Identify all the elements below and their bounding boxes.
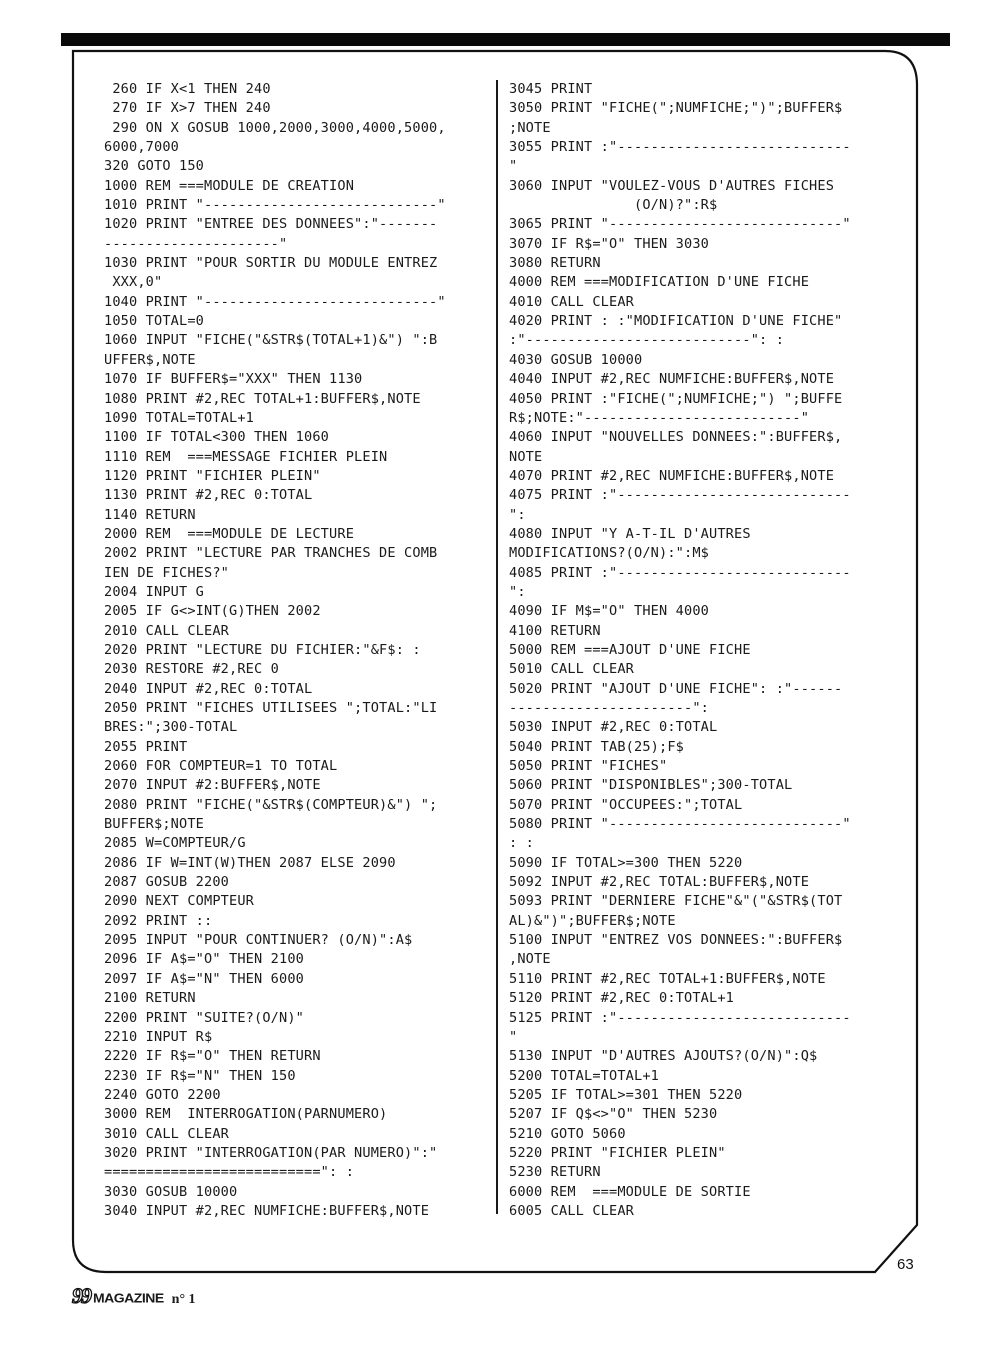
code-line: 2004 INPUT G bbox=[104, 583, 205, 600]
code-line: 1130 PRINT #2,REC 0:TOTAL bbox=[104, 487, 313, 504]
code-line: 2000 REM ===MODULE DE LECTURE bbox=[104, 525, 355, 542]
code-line: 3030 GOSUB 10000 bbox=[104, 1183, 238, 1200]
code-line: : : bbox=[509, 835, 535, 852]
code-line: 3020 PRINT "INTERROGATION(PAR NUMERO)":" bbox=[104, 1144, 438, 1161]
code-line: 3040 INPUT #2,REC NUMFICHE:BUFFER$,NOTE bbox=[104, 1202, 430, 1219]
page-number: 63 bbox=[897, 1256, 914, 1273]
column-divider bbox=[496, 80, 498, 1214]
code-line: 5030 INPUT #2,REC 0:TOTAL bbox=[509, 719, 718, 736]
code-line: IEN DE FICHES?" bbox=[104, 564, 230, 581]
code-line: NOTE bbox=[509, 448, 543, 465]
code-line: 1050 TOTAL=0 bbox=[104, 313, 205, 330]
code-line: BUFFER$;NOTE bbox=[104, 816, 205, 833]
code-line: 4080 INPUT "Y A-T-IL D'AUTRES bbox=[509, 525, 751, 542]
code-line: 1020 PRINT "ENTREE DES DONNEES":"------- bbox=[104, 216, 438, 233]
code-line: 3000 REM INTERROGATION(PARNUMERO) bbox=[104, 1106, 388, 1123]
code-line: 3080 RETURN bbox=[509, 255, 601, 272]
code-line: ----------------------": bbox=[509, 700, 710, 716]
code-line: 4070 PRINT #2,REC NUMFICHE:BUFFER$,NOTE bbox=[509, 467, 835, 484]
code-line: 4085 PRINT :"---------------------------- bbox=[509, 564, 851, 581]
code-line: 5100 INPUT "ENTREZ VOS DONNEES:":BUFFER$ bbox=[509, 932, 843, 949]
code-line: 1090 TOTAL=TOTAL+1 bbox=[104, 409, 255, 426]
code-line: 2002 PRINT "LECTURE PAR TRANCHES DE COMB bbox=[104, 545, 438, 562]
code-line: 2097 IF A$="N" THEN 6000 bbox=[104, 970, 305, 987]
code-line: 2086 IF W=INT(W)THEN 2087 ELSE 2090 bbox=[104, 854, 396, 871]
logo-digits: 99 bbox=[72, 1283, 90, 1308]
code-line: 4090 IF M$="O" THEN 4000 bbox=[509, 603, 710, 620]
code-line: 3070 IF R$="O" THEN 3030 bbox=[509, 235, 710, 252]
code-line: 5220 PRINT "FICHIER PLEIN" bbox=[509, 1144, 726, 1161]
code-line: 3055 PRINT :"---------------------------- bbox=[509, 139, 851, 156]
code-column-right bbox=[509, 80, 904, 1221]
code-line: 6005 CALL CLEAR bbox=[509, 1202, 635, 1219]
code-line: 1080 PRINT #2,REC TOTAL+1:BUFFER$,NOTE bbox=[104, 390, 421, 407]
code-line: 5060 PRINT "DISPONIBLES";300-TOTAL bbox=[509, 777, 793, 794]
code-line: 2080 PRINT "FICHE("&STR$(COMPTEUR)&") "; bbox=[104, 796, 438, 813]
code-line: 2200 PRINT "SUITE?(O/N)" bbox=[104, 1009, 305, 1026]
code-line: 4060 INPUT "NOUVELLES DONNEES:":BUFFER$, bbox=[509, 429, 843, 446]
logo-text: MAGAZINE bbox=[93, 1290, 164, 1306]
code-line: 2040 INPUT #2,REC 0:TOTAL bbox=[104, 680, 313, 697]
code-line: MODIFICATIONS?(O/N):":M$ bbox=[509, 545, 710, 562]
code-line: 5110 PRINT #2,REC TOTAL+1:BUFFER$,NOTE bbox=[509, 970, 826, 987]
code-line: 5000 REM ===AJOUT D'UNE FICHE bbox=[509, 641, 751, 658]
code-line: 4040 INPUT #2,REC NUMFICHE:BUFFER$,NOTE bbox=[509, 371, 835, 388]
code-line: 3050 PRINT "FICHE(";NUMFICHE;")";BUFFER$ bbox=[509, 100, 843, 117]
code-line: 5020 PRINT "AJOUT D'UNE FICHE": :"------ bbox=[509, 680, 843, 697]
code-line: 4030 GOSUB 10000 bbox=[509, 351, 643, 368]
code-line: 5200 TOTAL=TOTAL+1 bbox=[509, 1067, 660, 1084]
code-line: 5205 IF TOTAL>=301 THEN 5220 bbox=[509, 1086, 743, 1103]
code-line: 5230 RETURN bbox=[509, 1164, 601, 1181]
code-line: 2060 FOR COMPTEUR=1 TO TOTAL bbox=[104, 758, 338, 775]
code-line: 2055 PRINT bbox=[104, 738, 188, 755]
code-line: 2090 NEXT COMPTEUR bbox=[104, 893, 255, 910]
code-line: 2095 INPUT "POUR CONTINUER? (O/N)":A$ bbox=[104, 932, 413, 949]
code-line: 5010 CALL CLEAR bbox=[509, 661, 635, 678]
code-line: 2240 GOTO 2200 bbox=[104, 1086, 221, 1103]
code-line: ;NOTE bbox=[509, 119, 551, 136]
code-line: 5207 IF Q$<>"O" THEN 5230 bbox=[509, 1106, 718, 1123]
code-line: 5120 PRINT #2,REC 0:TOTAL+1 bbox=[509, 990, 735, 1007]
code-line: 2092 PRINT :: bbox=[104, 912, 213, 929]
code-line: 3045 PRINT bbox=[509, 81, 593, 97]
code-line: BRES:";300-TOTAL bbox=[104, 719, 238, 736]
code-line: 1010 PRINT "----------------------------" bbox=[104, 197, 446, 214]
code-line: " bbox=[509, 1028, 518, 1045]
code-line: 260 IF X<1 THEN 240 bbox=[104, 81, 271, 97]
code-line: 5125 PRINT :"---------------------------- bbox=[509, 1009, 851, 1026]
code-line: (O/N)?":R$ bbox=[509, 197, 718, 214]
code-line: 1060 INPUT "FICHE("&STR$(TOTAL+1)&") ":B bbox=[104, 332, 438, 349]
code-line: 4100 RETURN bbox=[509, 622, 601, 639]
code-line: 6000 REM ===MODULE DE SORTIE bbox=[509, 1183, 751, 1200]
code-line: 2070 INPUT #2:BUFFER$,NOTE bbox=[104, 777, 321, 794]
code-line: ,NOTE bbox=[509, 951, 551, 968]
code-line: 2096 IF A$="O" THEN 2100 bbox=[104, 951, 305, 968]
code-line: 320 GOTO 150 bbox=[104, 158, 205, 175]
code-line: 1030 PRINT "POUR SORTIR DU MODULE ENTREZ bbox=[104, 255, 438, 272]
code-line: 1140 RETURN bbox=[104, 506, 196, 523]
code-line: 2050 PRINT "FICHES UTILISEES ";TOTAL:"LI bbox=[104, 700, 438, 716]
code-line: 5040 PRINT TAB(25);F$ bbox=[509, 738, 685, 755]
code-line: 2010 CALL CLEAR bbox=[104, 622, 230, 639]
code-line: 3060 INPUT "VOULEZ-VOUS D'AUTRES FICHES bbox=[509, 177, 835, 194]
code-line: AL)&")";BUFFER$;NOTE bbox=[509, 912, 676, 929]
code-line: 5130 INPUT "D'AUTRES AJOUTS?(O/N)":Q$ bbox=[509, 1048, 818, 1065]
magazine-logo bbox=[72, 1283, 196, 1309]
code-line: 1110 REM ===MESSAGE FICHIER PLEIN bbox=[104, 448, 388, 465]
code-line: 5090 IF TOTAL>=300 THEN 5220 bbox=[509, 854, 743, 871]
issue-number: n° 1 bbox=[171, 1292, 196, 1307]
code-line: 2210 INPUT R$ bbox=[104, 1028, 213, 1045]
code-line: 2085 W=COMPTEUR/G bbox=[104, 835, 246, 852]
code-line: 2005 IF G<>INT(G)THEN 2002 bbox=[104, 603, 321, 620]
code-line: ---------------------" bbox=[104, 235, 288, 252]
code-line: 290 ON X GOSUB 1000,2000,3000,4000,5000, bbox=[104, 119, 446, 136]
code-line: 5070 PRINT "OCCUPEES:";TOTAL bbox=[509, 796, 743, 813]
code-line: ": bbox=[509, 506, 526, 523]
code-line: 2030 RESTORE #2,REC 0 bbox=[104, 661, 280, 678]
code-line: 4000 REM ===MODIFICATION D'UNE FICHE bbox=[509, 274, 810, 291]
code-line: 5093 PRINT "DERNIERE FICHE"&"("&STR$(TOT bbox=[509, 893, 843, 910]
code-line: :"---------------------------": : bbox=[509, 332, 785, 349]
code-line: 1000 REM ===MODULE DE CREATION bbox=[104, 177, 355, 194]
code-line: 2230 IF R$="N" THEN 150 bbox=[104, 1067, 296, 1084]
code-line: 2100 RETURN bbox=[104, 990, 196, 1007]
code-line: ": bbox=[509, 583, 526, 600]
code-line: 2087 GOSUB 2200 bbox=[104, 874, 230, 891]
code-line: 270 IF X>7 THEN 240 bbox=[104, 100, 271, 117]
code-line: ==========================": : bbox=[104, 1164, 355, 1181]
code-line: 3010 CALL CLEAR bbox=[104, 1125, 230, 1142]
code-line: 5092 INPUT #2,REC TOTAL:BUFFER$,NOTE bbox=[509, 874, 810, 891]
code-line: 3065 PRINT "----------------------------" bbox=[509, 216, 851, 233]
code-line: 4075 PRINT :"---------------------------- bbox=[509, 487, 851, 504]
code-line: 5210 GOTO 5060 bbox=[509, 1125, 626, 1142]
code-line: 1040 PRINT "----------------------------" bbox=[104, 293, 446, 310]
code-line: 2220 IF R$="O" THEN RETURN bbox=[104, 1048, 321, 1065]
code-line: 4010 CALL CLEAR bbox=[509, 293, 635, 310]
code-line: 6000,7000 bbox=[104, 139, 180, 156]
code-line: 1120 PRINT "FICHIER PLEIN" bbox=[104, 467, 321, 484]
code-line: 2020 PRINT "LECTURE DU FICHIER:"&F$: : bbox=[104, 641, 421, 658]
code-line: 1070 IF BUFFER$="XXX" THEN 1130 bbox=[104, 371, 363, 388]
code-line: R$;NOTE:"--------------------------" bbox=[509, 409, 810, 426]
code-line: " bbox=[509, 158, 518, 175]
code-line: 1100 IF TOTAL<300 THEN 1060 bbox=[104, 429, 330, 446]
code-line: UFFER$,NOTE bbox=[104, 351, 196, 368]
code-line: 4020 PRINT : :"MODIFICATION D'UNE FICHE" bbox=[509, 313, 843, 330]
code-line: 4050 PRINT :"FICHE(";NUMFICHE;") ";BUFFE bbox=[509, 390, 843, 407]
code-line: XXX,0" bbox=[104, 274, 163, 291]
code-column-left bbox=[104, 80, 492, 1221]
code-line: 5050 PRINT "FICHES" bbox=[509, 758, 668, 775]
code-line: 5080 PRINT "----------------------------" bbox=[509, 816, 851, 833]
